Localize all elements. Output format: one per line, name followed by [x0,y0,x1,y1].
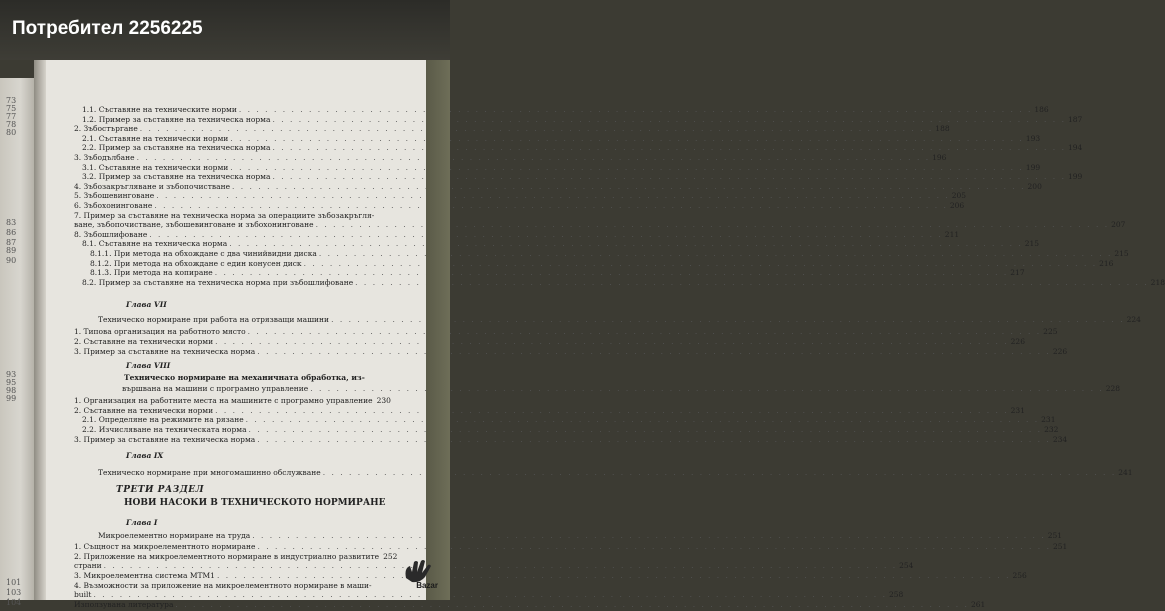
toc-entry-text: 3. Пример за съставяне на техническа норма [74,434,256,444]
toc-page-number: 230 [376,396,391,406]
toc-entry-text: 3. Пример за съставяне на техническа норма [74,346,256,356]
toc-page-number: 218 [1150,277,1165,287]
toc-entry[interactable] [74,599,986,611]
toc-entry-text: 1.1. Съставяне на техническите норми [82,105,237,114]
toc-entry-text: вършвана на машини с програмно управление [122,384,309,394]
left-page-number: 77 [6,112,17,121]
leader-dots [257,346,1051,358]
toc-entry-text: 2. Съставяне на технически норми [74,337,214,346]
leader-dots [175,599,969,611]
chapter-title: Техническо нормиране на механичната обработка, из- [124,373,365,383]
left-page-number: 101 [6,578,22,587]
toc-entry-text: 1. Същност на микроелементното нормиране [74,542,256,552]
toc-entry-text: 8.1.1. При метода на обхождане с два чинийвидни диска [90,249,317,258]
toc-entry-text: 3.2. Пример за съставяне на техническа норма [82,172,271,182]
toc-entry-text: 8.1. Съставяне на техническа норма [82,239,228,249]
toc-entry-text: страни [74,561,102,571]
toc-page-number: 196 [932,153,947,162]
toc-page-number: 232 [1044,425,1059,434]
toc-page-number: 200 [1027,181,1042,191]
banner-text: Потребител 2256225 [12,18,203,39]
toc-page-number: 225 [1043,327,1058,337]
chapter-label: Глава I [126,518,158,528]
toc-entry-text: 2.1. Определяне на режимите на рязане [82,415,244,425]
toc-entry-text: 8.1.3. При метода на копиране [90,268,213,278]
left-page-number: 98 [6,386,17,395]
toc-page-number: 261 [970,599,986,609]
toc-page-number: 194 [1067,143,1083,153]
watermark-banner [0,0,450,60]
left-page-number: 95 [6,378,17,387]
bazar-logo [398,558,442,592]
toc-page-number: 234 [1052,434,1068,444]
toc-entry-text: 2.2. Пример за съставяне на техническа норма [82,143,271,153]
left-page-number: 80 [6,128,17,137]
toc-entry-text: ване, зъбопочистване, зъбошевинговане и зъбохонинговане [74,220,314,230]
toc-entry-text: 2.1. Съставяне на технически норми [82,133,229,143]
toc-page-number: 205 [951,191,967,201]
toc-page-number: 256 [1012,571,1027,580]
left-page-number: 89 [6,246,17,255]
toc-page-number: 258 [888,590,904,600]
toc-entry-text: Микроелементно нормиране на труда [98,531,251,541]
left-page-number: 73 [6,96,17,105]
toc-page-number: 241 [1118,468,1133,478]
toc-entry-text: 2.2. Изчисляване на техническата норма [82,425,247,434]
leader-dots [331,314,1125,326]
left-page-number: 99 [6,394,17,403]
toc-entry-text: 1.2. Пример за съставяне на техническа норма [82,114,271,124]
toc-entry-text: 2. Съставяне на технически норми [74,405,214,415]
toc-page-number: 215 [1024,239,1040,249]
toc-page-number: 251 [1052,542,1068,552]
toc-entry-text: Техническо нормиране при многомашинно обслужване [98,468,321,478]
section-title: НОВИ НАСОКИ В ТЕХНИЧЕСКОТО НОРМИРАНЕ [124,498,386,509]
toc-page-number: 226 [1010,337,1025,346]
toc-entry-text: 5. Зъбошевинговане [74,191,155,201]
leader-dots [355,277,1149,289]
toc-page-number: 231 [1041,415,1056,425]
toc-entry-text: 6. Зъбохонинговане [74,201,153,210]
toc-entry[interactable] [74,346,1068,358]
toc-page-number: 186 [1034,105,1049,114]
left-page-number: 75 [6,104,17,113]
toc-page-number: 187 [1067,114,1083,124]
toc-entry-text: 2. Зъбостъргане [74,124,138,134]
toc-page-number: 217 [1010,268,1025,278]
toc-entry[interactable] [122,383,1121,395]
toc-entry-text: 4. Възможности за приложение на микроелементното нормиране в маши- [74,580,372,590]
left-page-edge [0,78,34,607]
book-cover-edge [426,60,450,600]
toc-page-number: 199 [1025,162,1041,172]
left-page-number: 78 [6,120,17,129]
toc-page-number: 228 [1105,384,1121,394]
toc-entry[interactable] [82,277,1165,289]
toc-entry-text: 8.2. Пример за съставяне на техническа норма при зъбошлифоване [82,277,354,287]
toc-entry[interactable] [98,314,1141,326]
left-page-number: 103 [6,588,22,597]
chapter-label: Глава VII [126,300,167,310]
left-page-number: 90 [6,256,17,265]
toc-page-number: 254 [899,561,914,571]
toc-entry-text: built [74,590,92,600]
toc-entry-text: Използувана литература [74,599,174,609]
toc-entry-text: 2. Приложение на микроелементното нормиране в индустриално развитите [74,551,380,561]
toc-page-number: 226 [1052,346,1068,356]
section-label: ТРЕТИ РАЗДЕЛ [116,485,205,496]
logo-text: Bazar [416,581,438,590]
toc-page-number: 224 [1126,315,1141,325]
toc-page-number: 231 [1010,405,1025,415]
toc-entry-text: Техническо нормиране при работа на отрязващи машини [98,315,330,325]
toc-entry-text: 3. Микроелементна система МТМ1 [74,571,215,580]
toc-entry-text: 7. Пример за съставяне на техническа норма за операциите зъбозакръгля- [74,210,375,220]
chapter-label: Глава VIII [126,361,171,371]
toc-page-number: 188 [935,124,950,134]
toc-entry-text: 1. Организация на работните места на машините с програмно управление [74,396,373,406]
chapter-label: Глава IX [126,451,164,461]
left-page-number: 83 [6,218,17,227]
toc-page-number: 211 [944,229,960,239]
left-page-number: 93 [6,370,17,379]
toc-entry-text: 8. Зъбошлифоване [74,229,148,239]
left-page-number: 87 [6,238,17,247]
toc-page-number: 193 [1025,133,1041,143]
toc-page-number: 199 [1067,172,1083,182]
toc-page-number: 215 [1114,249,1129,258]
toc-entry-text: 1. Типова организация на работното място [74,327,246,337]
toc-page-number: 206 [949,201,965,210]
toc-entry-text: 4. Зъбозакръгляване и зъбопочистване [74,181,231,191]
toc-entry-text: 3. Зъбодълбане [74,153,135,162]
toc-entry[interactable] [98,467,1133,479]
toc-page-number: 251 [1047,531,1063,541]
left-page-number: 104 [6,598,22,607]
toc-page-number: 216 [1099,258,1114,268]
book-gutter [34,60,46,600]
toc-entry-text: 8.1.2. При метода на обхождане с един конусен диск [90,258,302,268]
left-page-number: 86 [6,228,17,237]
toc-entry[interactable] [74,434,1068,446]
toc-entry-text: 3.1. Съставяне на технически норми [82,162,229,172]
toc-page-number: 252 [383,551,398,561]
leader-dots [257,434,1051,446]
toc-page-number: 207 [1111,220,1126,230]
